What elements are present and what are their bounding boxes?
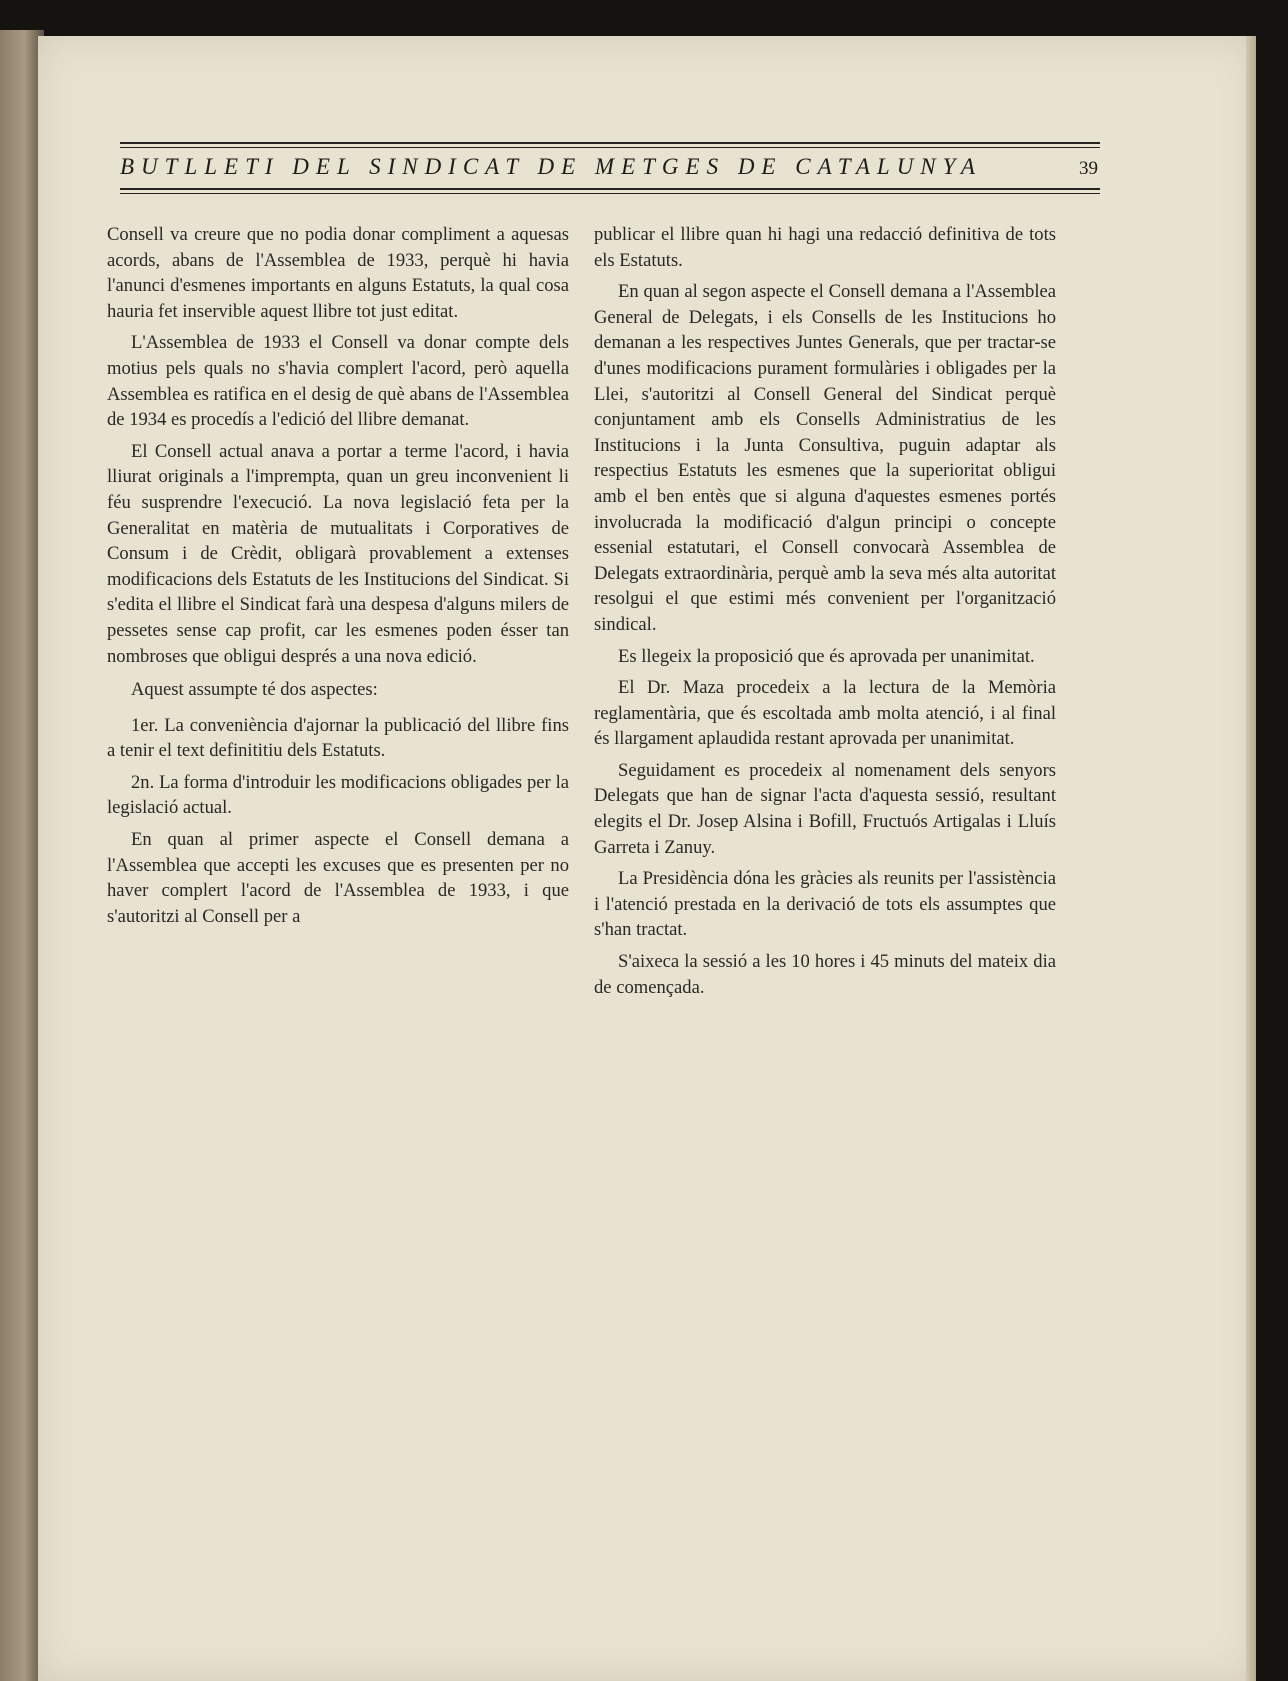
header-rule: [120, 188, 1100, 190]
journal-title: BUTLLETI DEL SINDICAT DE METGES DE CATALUNYA: [120, 154, 982, 179]
left-column: [107, 222, 569, 935]
page-number: 39: [1079, 158, 1098, 179]
paragraph: En quan al segon aspecte el Consell demana a l'Assemblea General de Delegats, i els Consells de les Institucions ho demanan a les respectives Juntes Generals, que per tractar-se d'unes modificacions purament formulàries i obligades per la Llei, s'autoritzi al Consell General del Sindicat perquè conjuntament amb els Consells Administratius de les Institucions i la Junta Consultiva, puguin adaptar als respectius Estatuts les esmenes que la superioritat obligui amb el ben entès que si alguna d'aquestes esmenes portés involucrada la modificació d'algun principi o concepte essenial estatutari, el Consell convocarà Assemblea de Delegats extraordinària, perquè amb la seva més alta autoritat resolgui el que estimi més convenient per l'organització sindical.: [594, 281, 1056, 635]
list-item: 1er. La conveniència d'ajornar la publicació del llibre fins a tenir el text definititiu dels Estatuts.: [107, 714, 569, 762]
right-column: [594, 222, 1056, 1006]
paragraph: Es llegeix la proposició que és aprovada per unanimitat.: [618, 645, 1035, 667]
header-rule: [120, 147, 1100, 148]
paragraph: En quan al primer aspecte el Consell demana a l'Assemblea que accepti les excuses que es presenten per no haver complert l'acord de l'Assemblea de 1933, i que s'autoritzi al Consell per a: [107, 829, 569, 927]
paragraph: El Dr. Maza procedeix a la lectura de la Memòria reglamentària, que és escoltada amb molta atenció, i al final és llargament aplaudida restant aprovada per unanimitat.: [594, 677, 1056, 750]
header-rule: [120, 193, 1100, 194]
paragraph: Consell va creure que no podia donar compliment a aquesas acords, abans de l'Assemblea de 1933, perquè hi havia l'anunci d'esmenes importants en alguns Estatuts, la qual cosa hauria fet inservible aquest llibre tot just editat.: [107, 224, 569, 322]
paragraph: S'aixeca la sessió a les 10 hores i 45 minuts del mateix dia de començada.: [594, 951, 1056, 998]
header-rule: [120, 142, 1100, 144]
paragraph: La Presidència dóna les gràcies als reunits per l'assistència i l'atenció prestada en la derivació de tots els assumptes que s'han tractat.: [594, 868, 1056, 941]
paragraph: L'Assemblea de 1933 el Consell va donar compte dels motius pels quals no s'havia complert l'acord, però aquella Assemblea es ratifica en el desig de què abans de l'Assemblea de 1934 es procedís a l'edició del llibre demanat.: [107, 332, 569, 431]
list-item: 2n. La forma d'introduir les modificacions obligades per la legislació actual.: [107, 771, 569, 819]
running-header: [120, 100, 1100, 196]
paragraph: El Consell actual anava a portar a terme l'acord, i havia lliurat originals a l'imprempta, quan un greu inconvenient li féu susprendre l'execució. La nova legislació feta per la Generalitat en matèria de mutualitats i Corporatives de Consum i de Crèdit, obligarà provablement a extenses modificacions dels Estatuts de les Institucions del Sindicat. Si s'edita el llibre el Sindicat farà una despesa d'alguns milers de pessetes sense cap profit, car les esmenes poden ésser tan nombroses que obligui després a una nova edició.: [107, 440, 569, 667]
paragraph: Aquest assumpte té dos aspectes:: [131, 679, 378, 701]
page-right-edge: [1246, 36, 1256, 1681]
paragraph: Seguidament es procedeix al nomenament dels senyors Delegats que han de signar l'acta d'aquesta sessió, resultant elegits el Dr. Josep Alsina i Bofill, Fructuós Artigalas i Lluís Garreta i Zanuy.: [594, 759, 1056, 858]
paragraph: publicar el llibre quan hi hagi una redacció definitiva de tots els Estatuts.: [594, 224, 1056, 271]
